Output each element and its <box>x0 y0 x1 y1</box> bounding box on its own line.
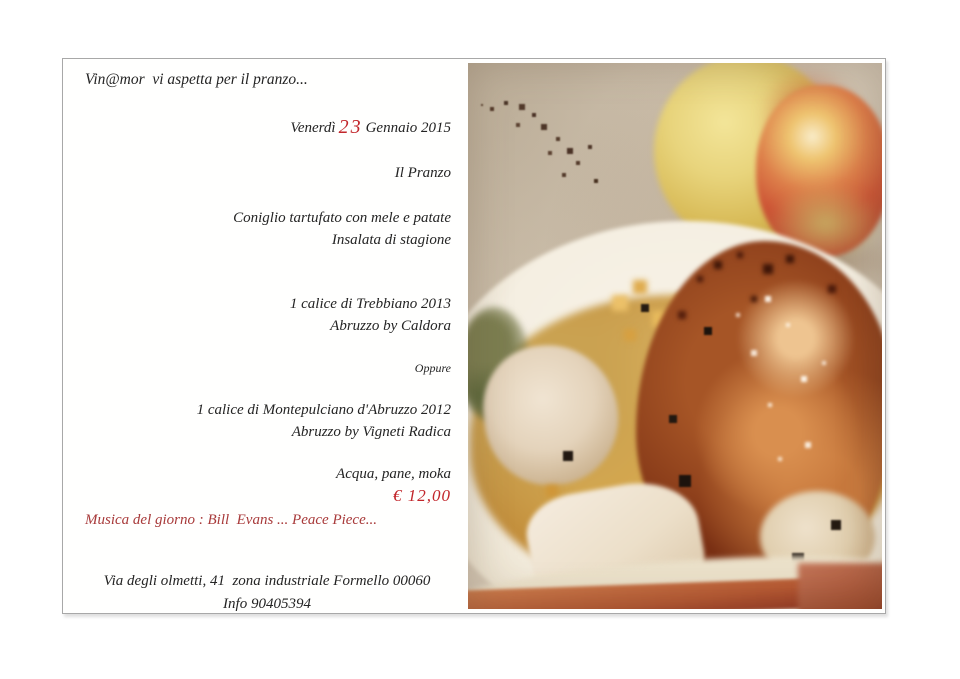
price-label: € 12,00 <box>393 486 451 505</box>
date-day-number: 23 <box>338 116 363 138</box>
wine2-name: 1 calice di Montepulciano d'Abruzzo 2012 <box>196 402 451 418</box>
menu-card <box>62 58 886 614</box>
date-weekday: Venerdì <box>290 120 336 136</box>
photo-vignette <box>468 63 882 609</box>
address-line: Via degli olmetti, 41 zona industriale Formello 00060 <box>103 573 431 589</box>
dish-side: Insalata di stagione <box>331 232 451 248</box>
extras-line: Acqua, pane, moka <box>336 466 451 482</box>
or-label: Oppure <box>414 361 451 375</box>
wine1-producer: Abruzzo by Caldora <box>330 318 451 334</box>
greeting-text: Vin@mor vi aspetta per il pranzo... <box>85 71 308 88</box>
wine1-name: 1 calice di Trebbiano 2013 <box>289 296 451 312</box>
dish-photo <box>468 63 882 609</box>
wine2-producer: Abruzzo by Vigneti Radica <box>291 424 451 440</box>
info-phone-line: Info 90405394 <box>223 596 311 612</box>
date-line <box>290 114 451 138</box>
date-month-year: Gennaio 2015 <box>365 120 451 136</box>
dish-main: Coniglio tartufato con mele e patate <box>233 210 451 226</box>
music-of-the-day: Musica del giorno : Bill Evans ... Peace Piece... <box>85 512 377 528</box>
menu-title: Il Pranzo <box>394 165 451 181</box>
